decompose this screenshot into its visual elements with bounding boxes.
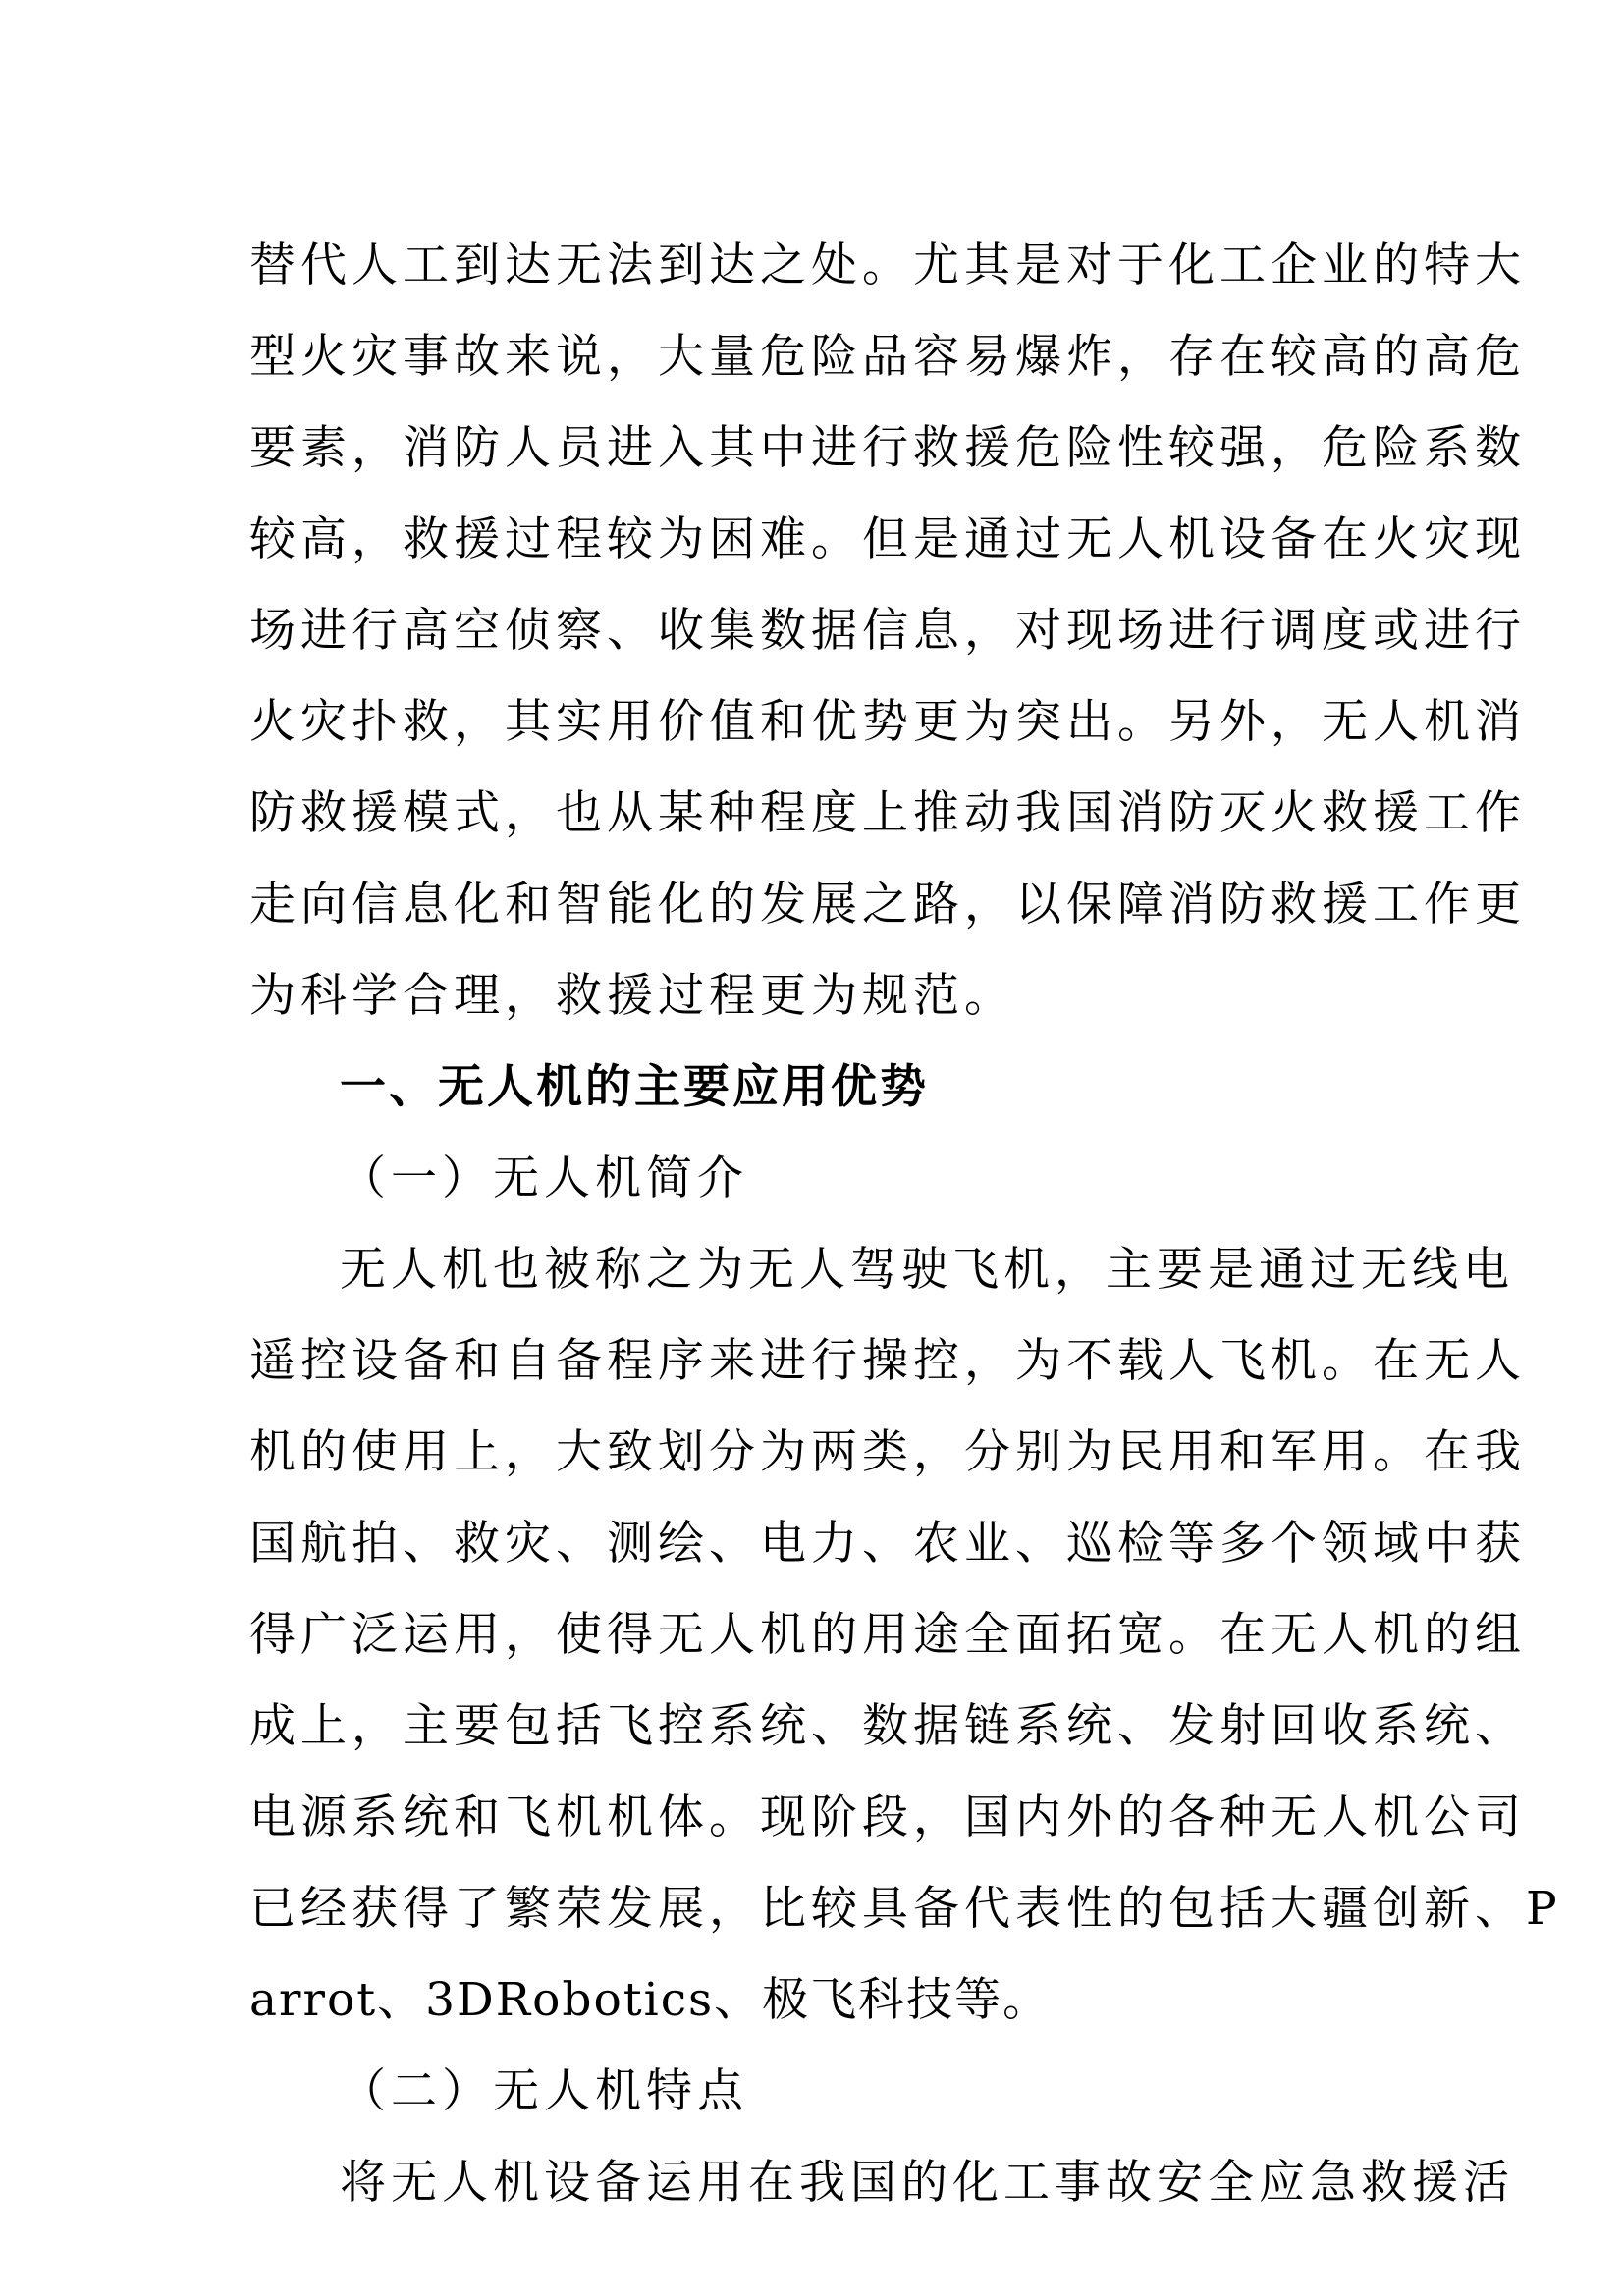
paragraph-line: 遥控设备和自备程序来进行操控，为不载人飞机。在无人 — [249, 1334, 1526, 1388]
paragraph-line: 国航拍、救灾、测绘、电力、农业、巡检等多个领域中获 — [249, 1517, 1526, 1571]
paragraph-line: 机的使用上，大致划分为两类，分别为民用和军用。在我 — [249, 1425, 1526, 1479]
paragraph-line: 防救援模式，也从某种程度上推动我国消防灭火救援工作 — [249, 786, 1526, 840]
paragraph-line: 替代人工到达无法到达之处。尤其是对于化工企业的特大 — [249, 239, 1526, 293]
paragraph-line: 电源系统和飞机机体。现阶段，国内外的各种无人机公司 — [249, 1790, 1526, 1844]
subsection-heading: （一）无人机简介 — [340, 1151, 748, 1205]
paragraph-line: 成上，主要包括飞控系统、数据链系统、发射回收系统、 — [249, 1699, 1526, 1753]
paragraph-line: 为科学合理，救援过程更为规范。 — [249, 969, 1015, 1023]
section-heading: 一、无人机的主要应用优势 — [340, 1060, 929, 1114]
paragraph-line: 无人机也被称之为无人驾驶飞机，主要是通过无线电 — [340, 1243, 1514, 1297]
paragraph-line: 型火灾事故来说，大量危险品容易爆炸，存在较高的高危 — [249, 330, 1526, 384]
paragraph-line: 得广泛运用，使得无人机的用途全面拓宽。在无人机的组 — [249, 1608, 1526, 1662]
paragraph-line: 走向信息化和智能化的发展之路，以保障消防救援工作更 — [249, 878, 1526, 932]
paragraph-line: 场进行高空侦察、收集数据信息，对现场进行调度或进行 — [249, 604, 1526, 658]
paragraph-line: 较高，救援过程较为困难。但是通过无人机设备在火灾现 — [249, 512, 1526, 566]
paragraph-line: 要素，消防人员进入其中进行救援危险性较强，危险系数 — [249, 421, 1526, 475]
paragraph-line: 将无人机设备运用在我国的化工事故安全应急救援活 — [340, 2156, 1514, 2210]
paragraph-line: 已经获得了繁荣发展，比较具备代表性的包括大疆创新、P — [249, 1882, 1562, 1936]
paragraph-line: 火灾扑救，其实用价值和优势更为突出。另外，无人机消 — [249, 695, 1526, 749]
paragraph-line: arrot、3DRobotics、极飞科技等。 — [249, 1973, 1052, 2027]
subsection-heading: （二）无人机特点 — [340, 2064, 748, 2118]
